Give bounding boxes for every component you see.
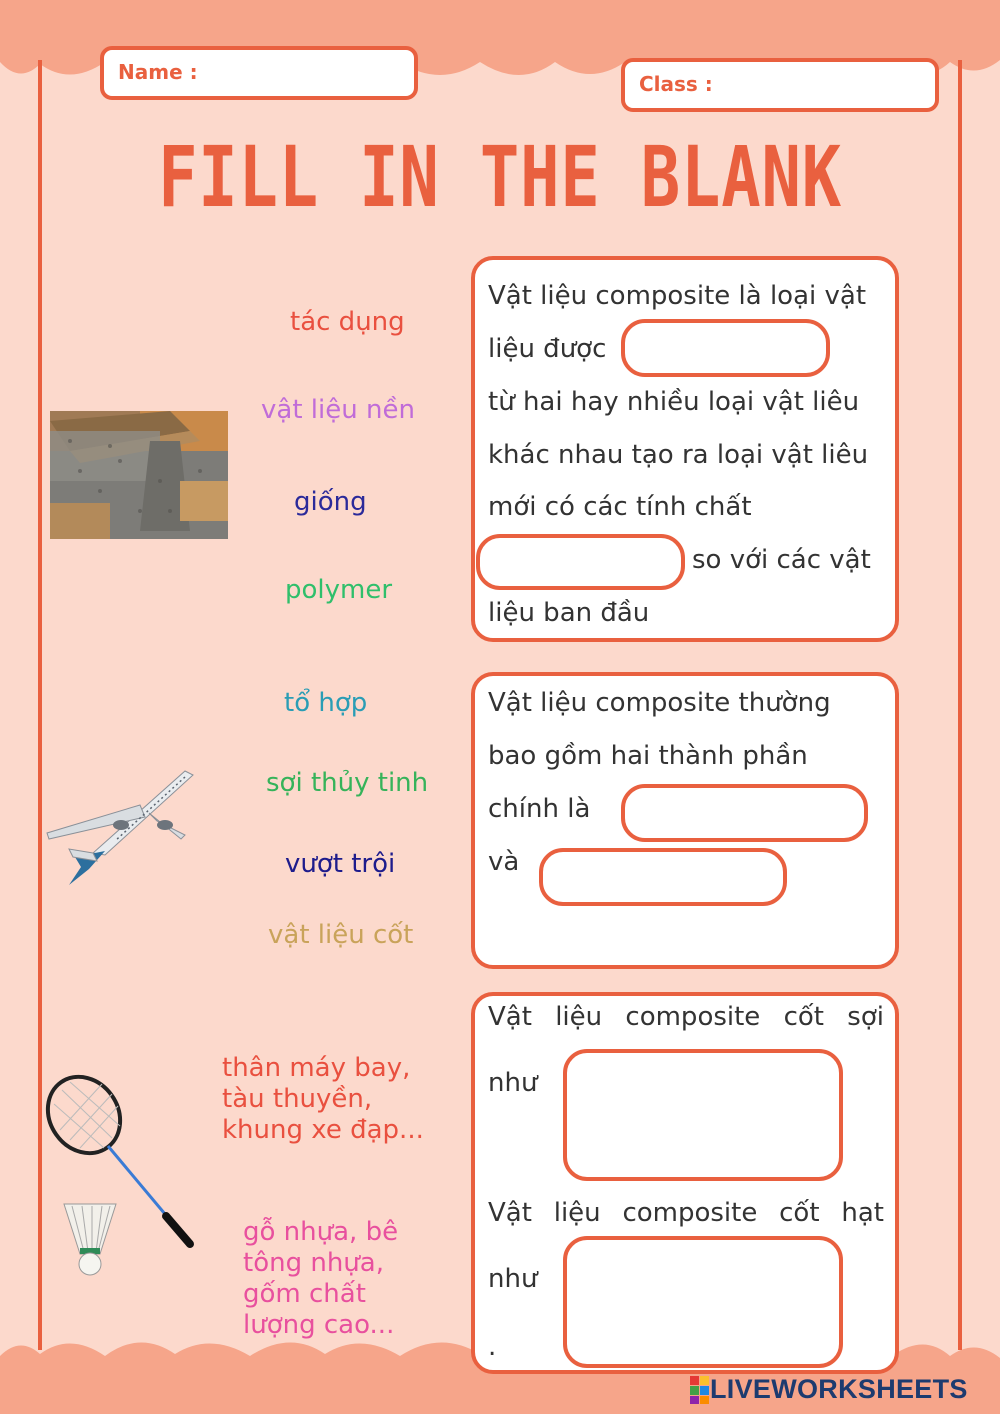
q3-fiber-drop-input[interactable] xyxy=(563,1049,843,1181)
word-bank-item[interactable]: tác dụng xyxy=(290,307,405,337)
q1-blank-1-input[interactable] xyxy=(621,319,830,377)
example-line: gỗ nhựa, bê xyxy=(243,1217,399,1247)
q3-word: Vật xyxy=(488,1002,532,1032)
q1-blank-2-input[interactable] xyxy=(476,534,685,590)
q3-word: sợi xyxy=(847,1002,884,1032)
name-label: Name : xyxy=(118,60,198,84)
q3-word: liệu xyxy=(555,1002,603,1032)
q3-line-fiber xyxy=(488,1002,884,1032)
q1-line: khác nhau tạo ra loại vật liêu xyxy=(488,440,869,470)
name-field[interactable] xyxy=(100,46,418,100)
word-bank-item[interactable]: polymer xyxy=(285,575,393,605)
brand-text: LIVEWORKSHEETS xyxy=(710,1374,968,1404)
q3-particle-drop-input[interactable] xyxy=(563,1236,843,1368)
page-title: FILL IN THE BLANK xyxy=(158,128,842,226)
example-group-particle[interactable] xyxy=(243,1217,398,1341)
example-line: thân máy bay, xyxy=(222,1053,411,1083)
q1-line: từ hai hay nhiều loại vật liêu xyxy=(488,387,860,417)
q3-line: như xyxy=(488,1264,538,1294)
q2-blank-1-input[interactable] xyxy=(621,784,868,842)
example-line: lượng cao... xyxy=(243,1310,395,1340)
word-bank-item[interactable]: giống xyxy=(294,487,367,517)
q1-line: liệu ban đầu xyxy=(488,598,650,628)
q2-line: bao gồm hai thành phần xyxy=(488,741,808,771)
example-line: tông nhựa, xyxy=(243,1248,384,1278)
q1-line: mới có các tính chất xyxy=(488,492,752,522)
q3-word: hạt xyxy=(841,1198,884,1228)
example-line: khung xe đạp... xyxy=(222,1115,424,1145)
concrete-pour-photo xyxy=(50,411,228,539)
q1-line: Vật liệu composite là loại vật xyxy=(488,281,867,311)
q3-word: liệu xyxy=(553,1198,601,1228)
q3-word: cốt xyxy=(779,1198,820,1228)
right-border-line xyxy=(958,60,962,1350)
q3-line: như xyxy=(488,1068,538,1098)
word-bank-item[interactable]: vượt trội xyxy=(285,849,396,879)
q3-word: composite xyxy=(622,1198,758,1228)
q2-line: chính là xyxy=(488,794,591,824)
q3-end-mark: . xyxy=(488,1332,497,1362)
shuttlecock-icon xyxy=(62,1200,118,1278)
q3-word: Vật xyxy=(488,1198,532,1228)
q2-line: Vật liệu composite thường xyxy=(488,688,831,718)
example-group-fiber[interactable] xyxy=(222,1053,424,1146)
word-bank-item[interactable]: tổ hợp xyxy=(284,688,368,718)
airplane-icon xyxy=(45,765,195,887)
example-line: tàu thuyền, xyxy=(222,1084,373,1114)
word-bank-item[interactable]: sợi thủy tinh xyxy=(266,768,429,798)
q1-line: so với các vật xyxy=(692,545,871,575)
brand-icon xyxy=(690,1376,710,1404)
q2-line: và xyxy=(488,847,520,877)
liveworksheets-logo[interactable] xyxy=(690,1374,968,1405)
class-field[interactable] xyxy=(621,58,939,112)
q3-line-particle xyxy=(488,1198,884,1228)
q1-line: liệu được xyxy=(488,334,607,364)
class-label: Class : xyxy=(639,72,713,96)
q3-word: cốt xyxy=(783,1002,824,1032)
word-bank-item[interactable]: vật liệu nền xyxy=(261,395,415,425)
word-bank-item[interactable]: vật liệu cốt xyxy=(268,920,414,950)
q2-blank-2-input[interactable] xyxy=(539,848,787,906)
q3-word: composite xyxy=(625,1002,761,1032)
example-line: gốm chất xyxy=(243,1279,366,1309)
